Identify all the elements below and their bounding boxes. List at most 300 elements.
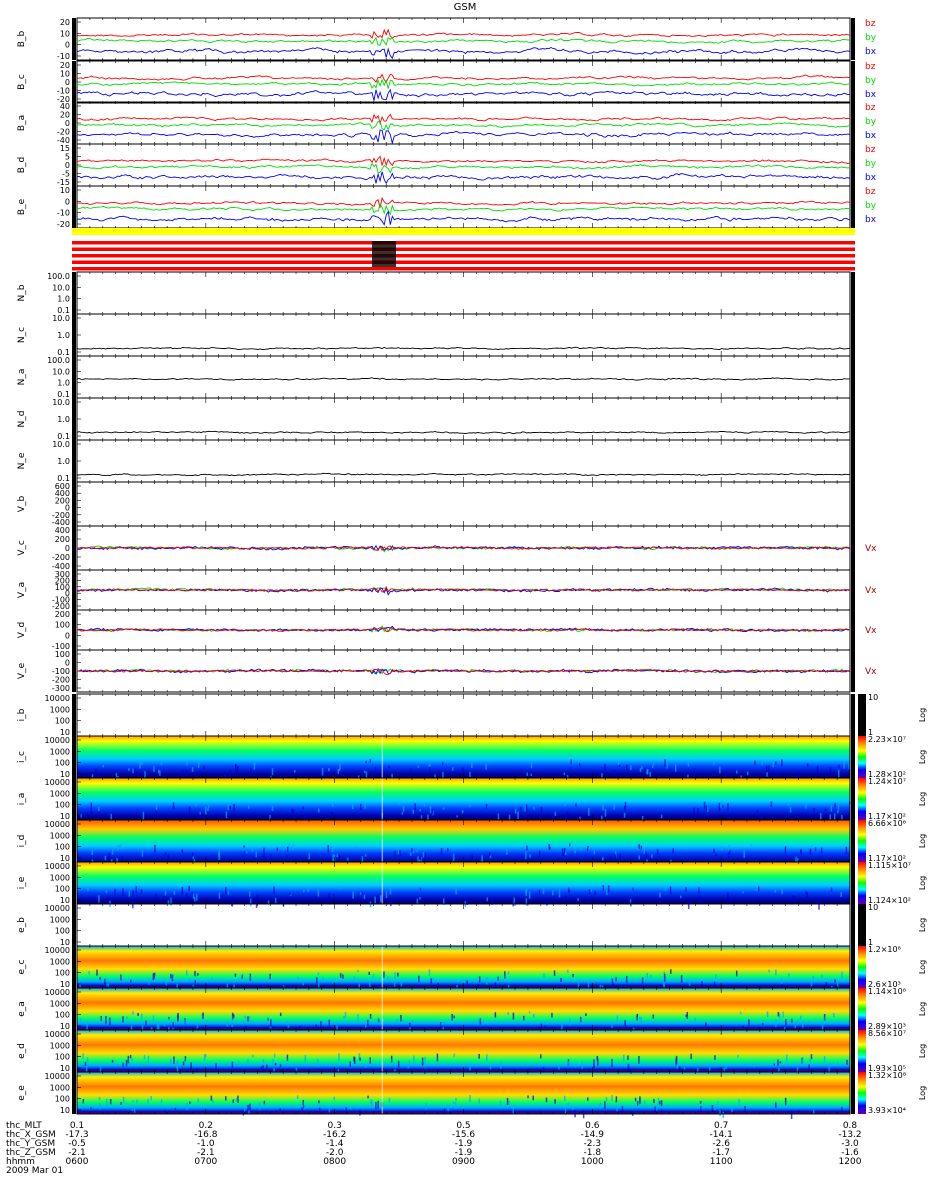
electron-spectrogram-texture — [148, 1056, 150, 1063]
e-panel-1-tick-label: 10000 — [44, 946, 70, 955]
ion-spectrogram-texture — [153, 766, 155, 772]
ion-spectrogram-texture — [318, 809, 320, 813]
electron-spectrogram-texture — [740, 1012, 742, 1015]
electron-spectrogram-texture — [409, 1060, 411, 1063]
ion-spectrogram-texture — [186, 762, 188, 766]
footer-value: -2.6 — [712, 1139, 730, 1149]
electron-spectrogram-texture — [478, 1054, 480, 1059]
electron-spectrogram-texture — [676, 1066, 678, 1069]
electron-spectrogram-texture — [215, 1063, 217, 1071]
ion-spectrogram-texture — [846, 847, 848, 854]
electron-spectrogram-texture — [551, 1013, 553, 1018]
ion-spectrogram-texture — [132, 901, 134, 908]
i-panel-2-tick-label: 100 — [54, 800, 70, 810]
ion-spectrogram-texture — [417, 856, 419, 861]
electron-spectrogram-texture — [478, 1020, 480, 1025]
i-panel-0-colorbar — [858, 694, 866, 736]
electron-spectrogram-texture — [794, 1024, 796, 1028]
e-panel-2-cbar-bottom: 2.89×10³ — [868, 1022, 906, 1031]
electron-spectrogram-texture — [700, 1106, 702, 1112]
ion-spectrogram-texture — [453, 854, 455, 861]
electron-spectrogram-texture — [709, 1063, 711, 1071]
i-panel-0-tick-label: 10000 — [44, 694, 70, 703]
ion-spectrogram-texture — [601, 816, 603, 820]
electron-spectrogram-texture — [357, 970, 359, 972]
e-panel-1-colorbar — [858, 946, 866, 988]
electron-spectrogram-texture — [266, 1065, 268, 1069]
b-panel-0-tick-label: 10 — [59, 29, 70, 39]
electron-spectrogram-texture — [606, 1097, 608, 1101]
ion-spectrogram-texture — [603, 885, 605, 891]
electron-spectrogram-texture — [86, 1023, 88, 1030]
electron-spectrogram-texture — [829, 1063, 831, 1066]
ion-spectrogram-texture — [754, 760, 756, 764]
n-panel-4-tick-label: 1.0 — [57, 457, 70, 466]
bx-series-line — [77, 212, 850, 225]
electron-spectrogram-texture — [437, 983, 439, 986]
electron-spectrogram-texture — [280, 1108, 282, 1110]
e-panel-2-tick-label: 100 — [54, 1010, 70, 1020]
v-panel-4-tick-label: -300 — [51, 684, 70, 693]
e-panel-1-cbar-top: 1.2×10⁸ — [868, 945, 901, 954]
electron-spectrogram-texture — [318, 972, 320, 975]
ion-spectrogram-texture — [719, 766, 721, 773]
ion-spectrogram-texture — [128, 768, 130, 771]
ion-spectrogram-texture — [685, 887, 687, 891]
v-panel-1-tick-label: -400 — [51, 562, 70, 571]
ion-spectrogram-texture — [816, 901, 818, 904]
electron-spectrogram-texture — [714, 982, 716, 988]
n-panel-0-tick-label: 0.1 — [57, 306, 70, 315]
electron-spectrogram — [77, 1030, 850, 1072]
v-panel-4-tick-label: 0 — [64, 658, 70, 668]
ion-spectrogram-texture — [641, 846, 643, 850]
electron-spectrogram-texture — [186, 970, 188, 975]
electron-spectrogram-texture — [418, 976, 420, 982]
ion-spectrogram-texture — [549, 844, 551, 849]
electron-spectrogram-texture — [626, 976, 628, 983]
ion-spectrogram-texture — [168, 854, 170, 859]
ion-spectrogram-texture — [263, 852, 265, 859]
ion-spectrogram-texture — [785, 846, 787, 853]
electron-spectrogram-texture — [513, 1107, 515, 1114]
electron-spectrogram-texture — [168, 1027, 170, 1030]
footer-value: -1.9 — [454, 1148, 473, 1158]
bz-series-line — [77, 74, 850, 82]
ion-spectrogram-texture — [664, 759, 666, 767]
bx-legend-label: bx — [865, 47, 877, 57]
electron-spectrogram-texture — [785, 1098, 787, 1106]
electron-spectrogram-texture — [809, 1059, 811, 1062]
e-panel-0-colorbar — [858, 904, 866, 946]
n-panel-ylabel: N_b — [17, 284, 27, 302]
vx-legend-label: Vx — [865, 626, 877, 636]
i-panel-2-tick-label: 10000 — [44, 778, 70, 787]
v-panel-1-tick-label: -200 — [51, 553, 70, 562]
electron-spectrogram-texture — [206, 1020, 208, 1024]
ion-spectrogram-texture — [410, 852, 412, 856]
electron-spectrogram-texture — [394, 972, 396, 979]
e-panel-4-right-bar — [851, 1072, 855, 1114]
electron-spectrogram-texture — [486, 1054, 488, 1061]
ion-spectrogram-texture — [90, 811, 92, 817]
e-panel-0-tick-label: 1000 — [49, 915, 70, 925]
n-panel-1-right-bar — [851, 314, 855, 356]
footer-value: 0800 — [323, 1157, 347, 1167]
electron-spectrogram-texture — [131, 1058, 133, 1061]
electron-spectrogram-texture — [197, 973, 199, 976]
e-panel-0-right-bar — [851, 904, 855, 946]
ion-spectrogram-texture — [529, 854, 531, 858]
i-panel-1-right-bar — [851, 736, 855, 778]
ion-spectrogram-texture — [771, 802, 773, 807]
status-bar-yellow — [72, 228, 855, 235]
electron-spectrogram-texture — [252, 1055, 254, 1057]
n-panel-2-tick-label: 10.0 — [52, 367, 70, 377]
electron-spectrogram-texture — [302, 1100, 304, 1105]
electron-spectrogram-texture — [164, 1024, 166, 1026]
ion-spectrogram-texture — [286, 813, 288, 816]
electron-spectrogram-texture — [158, 1023, 160, 1031]
electron-spectrogram-texture — [748, 1019, 750, 1026]
electron-spectrogram-texture — [148, 979, 150, 985]
ion-spectrogram-texture — [747, 772, 749, 776]
b-panel-2-tick-label: 40 — [59, 102, 70, 111]
ion-spectrogram-texture — [838, 765, 840, 769]
e-panel-1-tick-label: 100 — [54, 968, 70, 978]
by-series-line — [77, 164, 850, 173]
ion-spectrogram-texture — [228, 804, 230, 811]
electron-spectrogram-texture — [365, 1064, 367, 1067]
footer-value: 0.1 — [69, 1121, 85, 1131]
electron-spectrogram-texture — [604, 1101, 606, 1109]
i-panel-4-left-bar — [72, 862, 76, 904]
e-panel-ylabel: e_c — [17, 959, 27, 975]
ion-spectrogram-texture — [156, 802, 158, 810]
ion-spectrogram-texture — [555, 812, 557, 816]
electron-spectrogram-texture — [212, 1100, 214, 1103]
ion-spectrogram-texture — [524, 804, 526, 811]
ion-spectrogram-texture — [419, 897, 421, 900]
ion-spectrogram-texture — [424, 804, 426, 806]
e-panel-4-cbar-top: 1.32×10⁸ — [868, 1071, 906, 1080]
electron-spectrogram-texture — [166, 981, 168, 986]
electron-spectrogram-texture — [837, 1062, 839, 1066]
ion-spectrogram-texture — [141, 759, 143, 765]
electron-spectrogram-texture — [100, 1016, 102, 1021]
electron-spectrogram-texture — [186, 1103, 188, 1110]
ion-spectrogram-texture — [191, 892, 193, 895]
electron-spectrogram-texture — [185, 1056, 187, 1061]
ion-spectrogram-texture — [700, 899, 702, 903]
ion-spectrogram-texture — [98, 807, 100, 811]
electron-spectrogram-texture — [153, 973, 155, 980]
e-panel-3-tick-label: 1000 — [49, 1041, 70, 1051]
ion-spectrogram-texture — [189, 807, 191, 815]
ion-spectrogram-texture — [652, 766, 654, 768]
electron-spectrogram-texture — [329, 1020, 331, 1027]
ion-spectrogram-texture — [713, 849, 715, 853]
ion-spectrogram-texture — [610, 857, 612, 861]
ion-spectrogram-texture — [129, 890, 131, 896]
ion-spectrogram-texture — [825, 809, 827, 811]
ion-spectrogram-texture — [165, 891, 167, 896]
ion-spectrogram-texture — [594, 891, 596, 895]
ion-spectrogram-texture — [715, 854, 717, 856]
ion-spectrogram-texture — [613, 770, 615, 777]
i-panel-2-left-bar — [72, 778, 76, 820]
footer-value: 0700 — [194, 1157, 218, 1167]
footer-value: -14.1 — [709, 1130, 733, 1140]
ion-spectrogram-texture — [205, 807, 207, 815]
footer-value: 0.6 — [585, 1121, 600, 1131]
ion-spectrogram-texture — [364, 895, 366, 899]
electron-spectrogram-texture — [826, 982, 828, 986]
ion-spectrogram-texture — [531, 762, 533, 768]
electron-spectrogram-texture — [301, 1107, 303, 1110]
ion-spectrogram-texture — [116, 858, 118, 861]
e-panel-ylabel: e_e — [17, 1085, 27, 1101]
ion-spectrogram-texture — [263, 848, 265, 852]
ion-spectrogram-texture — [141, 889, 143, 894]
i-panel-1-tick-label: 10000 — [44, 736, 70, 745]
footer-value: 1100 — [709, 1157, 733, 1167]
ion-spectrogram-texture — [605, 809, 607, 817]
v-panel-3-tick-label: 100 — [54, 620, 70, 630]
footer-value: -0.5 — [68, 1139, 86, 1149]
electron-spectrogram-texture — [561, 1024, 563, 1030]
ion-spectrogram-texture — [490, 856, 492, 859]
ion-spectrogram-texture — [91, 850, 93, 855]
footer-row-label: hhmm — [6, 1157, 35, 1167]
electron-spectrogram-texture — [681, 975, 683, 983]
b-panel-4-right-bar — [851, 186, 855, 228]
ion-spectrogram-texture — [161, 761, 163, 765]
ion-spectrogram-texture — [352, 804, 354, 809]
e-panel-3-cbar-bottom: 1.93×10⁵ — [868, 1064, 906, 1073]
ion-spectrogram-texture — [840, 892, 842, 897]
e-panel-2-tick-label: 1000 — [49, 999, 70, 1009]
electron-spectrogram-texture — [617, 1016, 619, 1022]
ion-spectrogram-texture — [254, 763, 256, 770]
ion-spectrogram-texture — [729, 850, 731, 855]
n-panel-ylabel: N_a — [17, 368, 27, 386]
ion-spectrogram-texture — [562, 848, 564, 856]
e-panel-4-tick-label: 10000 — [44, 1072, 70, 1081]
electron-spectrogram-texture — [370, 1014, 372, 1019]
n-panel-0-right-bar — [851, 272, 855, 314]
i-panel-2-cbar-label: Log — [918, 791, 927, 807]
electron-spectrogram-texture — [408, 1065, 410, 1069]
electron-spectrogram-texture — [788, 973, 790, 976]
n-panel-0-tick-label: 10.0 — [52, 283, 70, 293]
n-panel-3-tick-label: 1.0 — [57, 415, 70, 424]
footer-value: -1.4 — [325, 1139, 344, 1149]
by-legend-label: by — [865, 117, 877, 127]
ion-spectrogram-texture — [418, 766, 420, 768]
e-panel-0-cbar-bottom: 1 — [868, 938, 874, 947]
electron-spectrogram-texture — [712, 1105, 714, 1112]
footer-value: -1.0 — [197, 1139, 215, 1149]
by-legend-label: by — [865, 201, 877, 211]
v-panel-2-left-bar — [72, 570, 76, 610]
electron-spectrogram-texture — [744, 1106, 746, 1114]
footer-value: -14.9 — [580, 1130, 604, 1140]
electron-spectrogram-texture — [99, 977, 101, 980]
ion-spectrogram-texture — [637, 845, 639, 850]
ion-spectrogram-texture — [256, 851, 258, 857]
ion-spectrogram-texture — [229, 806, 231, 809]
electron-spectrogram-texture — [637, 1101, 639, 1106]
ion-spectrogram-texture — [294, 770, 296, 773]
density-series-line — [77, 378, 850, 381]
b-panel-2-tick-label: -20 — [56, 127, 70, 137]
b-panel-2-tick-label: -40 — [56, 136, 70, 145]
e-panel-4-tick-label: 10 — [59, 1106, 70, 1115]
i-panel-2-cbar-top: 1.24×10⁷ — [868, 777, 906, 786]
electron-spectrogram-texture — [320, 1021, 322, 1029]
ion-spectrogram-texture — [112, 849, 114, 855]
n-panel-4-tick-label: 10.0 — [52, 440, 70, 449]
ion-spectrogram-texture — [456, 815, 458, 817]
ion-spectrogram-texture — [333, 894, 335, 896]
v-panel-0-right-bar — [851, 482, 855, 526]
electron-spectrogram-texture — [211, 1096, 213, 1101]
b-panel-1-tick-label: -20 — [56, 95, 70, 104]
v-panel-0 — [77, 482, 850, 526]
e-panel-4-colorbar — [858, 1072, 866, 1114]
electron-spectrogram-texture — [267, 1018, 269, 1021]
e-panel-ylabel: e_d — [17, 1043, 27, 1059]
vx-legend-label: Vx — [865, 586, 877, 596]
ion-spectrogram-texture — [772, 759, 774, 767]
v-panel-4-tick-label: 100 — [54, 650, 70, 659]
e-panel-1-tick-label: 1000 — [49, 957, 70, 967]
electron-spectrogram-texture — [87, 1057, 89, 1062]
i-panel-1-cbar-label: Log — [918, 749, 927, 765]
electron-spectrogram-texture — [238, 1061, 240, 1066]
electron-spectrogram-texture — [715, 974, 717, 979]
electron-spectrogram-texture — [338, 1053, 340, 1061]
electron-spectrogram-texture — [259, 1102, 261, 1110]
electron-spectrogram-texture — [650, 975, 652, 978]
ion-spectrogram-texture — [327, 897, 329, 902]
ion-spectrogram-texture — [411, 848, 413, 852]
ion-spectrogram-texture — [775, 761, 777, 765]
bz-series-line — [77, 30, 850, 38]
ion-spectrogram-texture — [198, 761, 200, 768]
b-panel-2-tick-label: 0 — [64, 119, 70, 128]
bz-legend-label: bz — [865, 103, 876, 113]
i-panel-1-cbar-bottom: 1.28×10² — [868, 770, 906, 779]
status-bar-red — [72, 248, 855, 252]
v-panel-3-tick-label: 0 — [64, 631, 70, 641]
electron-spectrogram-texture — [653, 1099, 655, 1103]
bz-series-line — [77, 198, 850, 208]
electron-spectrogram-texture — [99, 1097, 101, 1100]
ion-spectrogram-texture — [565, 896, 567, 900]
electron-spectrogram-texture — [189, 1101, 191, 1104]
ion-spectrogram-texture — [602, 857, 604, 861]
electron-spectrogram-texture — [684, 1067, 686, 1070]
ion-spectrogram-texture — [577, 898, 579, 901]
n-panel-ylabel: N_c — [17, 326, 27, 344]
bx-legend-label: bx — [865, 131, 877, 141]
electron-spectrogram-texture — [344, 1105, 346, 1110]
electron-spectrogram-texture — [370, 1057, 372, 1063]
ion-spectrogram-texture — [339, 885, 341, 888]
electron-spectrogram-texture — [529, 1011, 531, 1013]
electron-spectrogram-texture — [638, 1056, 640, 1064]
ion-spectrogram-texture — [360, 892, 362, 894]
e-panel-4-tick-label: 100 — [54, 1094, 70, 1104]
electron-spectrogram-texture — [622, 1106, 624, 1113]
electron-spectrogram-texture — [644, 1100, 646, 1103]
electron-spectrogram-texture — [301, 980, 303, 982]
electron-spectrogram-texture — [670, 969, 672, 974]
ion-spectrogram-texture — [766, 772, 768, 776]
ion-spectrogram-texture — [452, 767, 454, 771]
e-panel-2-left-bar — [72, 988, 76, 1030]
ion-spectrogram-texture — [374, 771, 376, 774]
ion-spectrogram-texture — [229, 770, 231, 777]
footer-row-label: thc_X_GSM — [6, 1130, 56, 1140]
ion-spectrogram-texture — [539, 850, 541, 856]
footer-value: -1.9 — [454, 1139, 473, 1149]
electron-spectrogram-texture — [615, 977, 617, 981]
electron-spectrogram-texture — [264, 1101, 266, 1104]
e-panel-1-tick-label: 10 — [59, 980, 70, 989]
electron-spectrogram-texture — [358, 984, 360, 988]
electron-spectrogram-texture — [532, 1096, 534, 1101]
ion-spectrogram-texture — [530, 774, 532, 777]
electron-spectrogram-texture — [628, 1064, 630, 1072]
density-series-line — [77, 347, 850, 349]
ion-spectrogram-texture — [424, 853, 426, 860]
bz-series-line — [77, 114, 850, 123]
electron-spectrogram-texture — [508, 971, 510, 974]
i-panel-3-left-bar — [72, 820, 76, 862]
ion-spectrogram-texture — [106, 890, 108, 893]
electron-spectrogram-texture — [800, 1016, 802, 1020]
electron-spectrogram-texture — [245, 1026, 247, 1029]
ion-spectrogram-texture — [307, 888, 309, 892]
electron-spectrogram-texture — [508, 1101, 510, 1106]
ion-spectrogram-texture — [574, 850, 576, 853]
electron-spectrogram-texture — [652, 1015, 654, 1019]
electron-spectrogram-texture — [527, 1095, 529, 1098]
v-panel-2-tick-label: 100 — [54, 582, 70, 592]
electron-spectrogram-texture — [275, 1063, 277, 1065]
ion-spectrogram-texture — [526, 805, 528, 812]
ion-spectrogram-texture — [250, 899, 252, 907]
n-panel-0 — [77, 272, 850, 314]
ion-spectrogram-texture — [821, 847, 823, 853]
footer-value: 0.2 — [198, 1121, 213, 1131]
electron-spectrogram-texture — [369, 981, 371, 987]
ion-spectrogram-texture — [442, 762, 444, 765]
electron-spectrogram-texture — [597, 1058, 599, 1065]
i-panel-0 — [77, 694, 850, 736]
electron-spectrogram-texture — [593, 1066, 595, 1068]
v-panel-ylabel: V_d — [17, 621, 27, 639]
electron-spectrogram-texture — [99, 1103, 101, 1109]
electron-spectrogram-texture — [340, 973, 342, 978]
ion-spectrogram-texture — [736, 770, 738, 773]
ion-spectrogram-texture — [790, 807, 792, 813]
b-panel-4-left-bar — [72, 186, 76, 228]
electron-spectrogram-texture — [137, 1013, 139, 1016]
